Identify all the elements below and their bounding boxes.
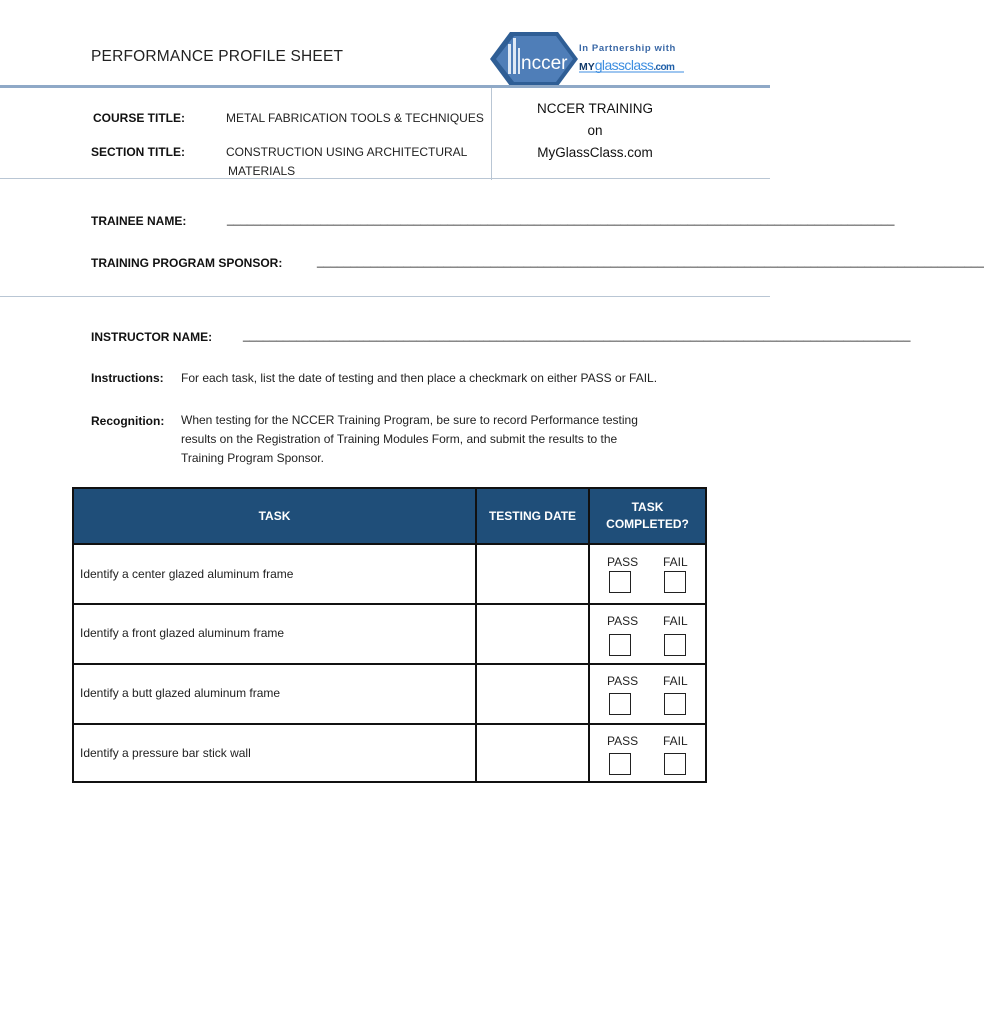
sponsor-divider [0,296,770,297]
section-title-label: SECTION TITLE: [91,145,185,159]
instructions-text: For each task, list the date of testing and then place a checkmark on either PASS or FAIL. [181,371,658,385]
testing-date-cell-3[interactable] [477,665,588,721]
fail-label: FAIL [663,555,688,569]
task-row-2: Identify a front glazed aluminum frame [80,626,285,640]
sponsor-label: TRAINING PROGRAM SPONSOR: [91,256,283,270]
testing-date-cell-4[interactable] [477,725,588,781]
fail-checkbox-1[interactable] [664,571,686,593]
instructor-name-field[interactable]: ____________________________________________________________________________________________________ [243,328,911,342]
col-task-header: TASK [258,508,291,523]
pass-checkbox-2[interactable] [609,634,631,656]
instructions-label: Instructions: [91,371,164,385]
row-divider [74,723,705,725]
recognition-text [181,411,638,468]
task-table [72,487,707,783]
section-title-value-line2: MATERIALS [228,164,296,178]
trainee-name-label: TRAINEE NAME: [91,214,187,228]
col-divider-2 [588,489,590,781]
recognition-line2: results on the Registration of Training Modules Form, and submit the results to the [181,432,618,446]
task-row-1: Identify a center glazed aluminum frame [80,567,294,581]
fail-label: FAIL [663,614,688,628]
pass-checkbox-4[interactable] [609,753,631,775]
course-title-value: METAL FABRICATION TOOLS & TECHNIQUES [226,111,484,125]
col-testing-date-header: TESTING DATE [488,508,577,523]
testing-date-cell-2[interactable] [477,605,588,661]
info-column-divider [491,88,492,180]
task-row-4: Identify a pressure bar stick wall [80,746,251,760]
svg-text:nccer: nccer [521,53,568,74]
pass-label: PASS [607,555,639,569]
pass-checkbox-3[interactable] [609,693,631,715]
row-divider [74,603,705,605]
nccer-training-box [495,98,695,164]
fail-checkbox-3[interactable] [664,693,686,715]
myglassclass-logo: MYglassclass.com [579,57,675,73]
fail-checkbox-4[interactable] [664,753,686,775]
course-divider [0,178,770,179]
col-completed-line2: COMPLETED? [606,517,689,531]
recognition-label: Recognition: [91,414,165,428]
col-task-completed-header [590,489,705,543]
partnership-text: In Partnership with [579,43,676,54]
course-title-label: COURSE TITLE: [93,111,185,125]
row-divider [74,663,705,665]
pass-label: PASS [607,614,639,628]
nccer-training-line3: MyGlassClass.com [537,145,653,160]
nccer-training-line1: NCCER TRAINING [536,101,653,116]
fail-checkbox-2[interactable] [664,634,686,656]
instructor-name-label: INSTRUCTOR NAME: [91,330,213,344]
recognition-line1: When testing for the NCCER Training Program, be sure to record Performance testing [181,413,638,427]
task-row-3: Identify a butt glazed aluminum frame [80,686,281,700]
nccer-training-line2: on [587,123,603,138]
trainee-name-field[interactable]: ____________________________________________________________________________________________________ [227,212,895,226]
testing-date-cell-1[interactable] [477,545,588,601]
pass-label: PASS [607,674,639,688]
sponsor-field[interactable]: ____________________________________________________________________________________________________ [317,254,984,268]
page-title: PERFORMANCE PROFILE SHEET [91,48,344,65]
fail-label: FAIL [663,674,688,688]
recognition-line3: Training Program Sponsor. [181,451,324,465]
header-divider [0,85,770,88]
col-completed-line1: TASK [631,500,664,514]
section-title-value-line1: CONSTRUCTION USING ARCHITECTURAL [226,145,468,159]
fail-label: FAIL [663,734,688,748]
pass-label: PASS [607,734,639,748]
pass-checkbox-1[interactable] [609,571,631,593]
row-divider [74,543,705,545]
